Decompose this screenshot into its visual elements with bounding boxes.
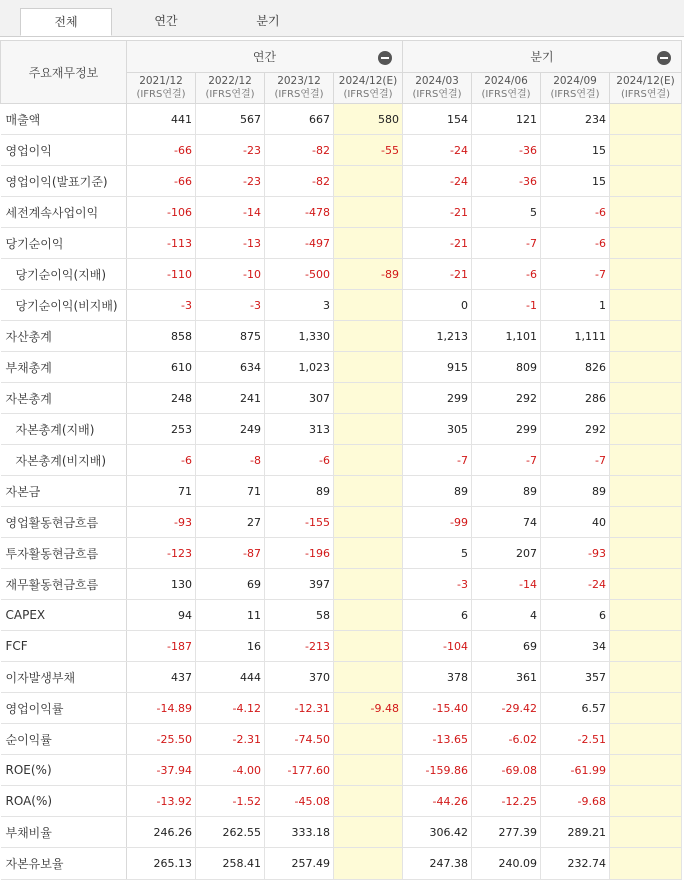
row-label: ROE(%) (1, 755, 127, 786)
table-row (1, 104, 682, 135)
table-cell: -13.92 (127, 786, 196, 817)
table-cell: 1,330 (265, 321, 334, 352)
table-cell: 0 (403, 290, 472, 321)
column-period: 2021/12 (139, 75, 183, 87)
table-cell: 306.42 (403, 817, 472, 848)
row-label: FCF (1, 631, 127, 662)
table-cell: 74 (472, 507, 541, 538)
table-cell: -6 (265, 445, 334, 476)
table-cell: 58 (265, 600, 334, 631)
table-row (1, 848, 682, 880)
column-basis: (IFRS연결) (343, 89, 393, 100)
table-cell: 915 (403, 352, 472, 383)
column-header (541, 73, 610, 104)
table-cell: 313 (265, 414, 334, 445)
table-cell: -12.31 (265, 693, 334, 724)
table-cell (334, 538, 403, 569)
table-cell (334, 290, 403, 321)
table-row (1, 786, 682, 817)
table-cell (610, 321, 682, 352)
row-label: 자본총계(비지배) (1, 445, 127, 476)
column-period: 2024/06 (484, 75, 528, 87)
table-cell: -7 (472, 445, 541, 476)
column-header (472, 73, 541, 104)
table-cell: 258.41 (196, 848, 265, 880)
table-cell: -24 (403, 135, 472, 166)
table-cell (334, 321, 403, 352)
column-basis: (IFRS연결) (481, 89, 531, 100)
table-cell: 667 (265, 104, 334, 135)
table-cell: -8 (196, 445, 265, 476)
table-cell (334, 414, 403, 445)
table-row (1, 569, 682, 600)
table-cell: 292 (472, 383, 541, 414)
table-row (1, 724, 682, 755)
table-cell: -66 (127, 166, 196, 197)
table-cell (610, 135, 682, 166)
table-cell: 299 (472, 414, 541, 445)
table-cell: -159.86 (403, 755, 472, 786)
column-basis: (IFRS연결) (205, 89, 255, 100)
table-cell: 34 (541, 631, 610, 662)
table-cell: 6.57 (541, 693, 610, 724)
table-cell (610, 538, 682, 569)
table-cell: -21 (403, 259, 472, 290)
row-label: 순이익률 (1, 724, 127, 755)
column-basis: (IFRS연결) (620, 89, 671, 100)
column-header (265, 73, 334, 104)
table-cell: -99 (403, 507, 472, 538)
collapse-quarter-icon[interactable] (657, 51, 671, 65)
column-header (196, 73, 265, 104)
table-cell (610, 848, 682, 880)
table-cell (334, 569, 403, 600)
table-cell: -12.25 (472, 786, 541, 817)
table-cell: 1,023 (265, 352, 334, 383)
column-period: 2024/12(E) (616, 75, 675, 87)
table-cell: 397 (265, 569, 334, 600)
table-row (1, 414, 682, 445)
table-row (1, 476, 682, 507)
table-cell: 1,111 (541, 321, 610, 352)
table-cell: -478 (265, 197, 334, 228)
annual-group-label: 연간 (252, 50, 277, 64)
tab-all[interactable]: 전체 (20, 8, 112, 36)
table-cell (610, 569, 682, 600)
table-cell: -14 (196, 197, 265, 228)
collapse-annual-icon[interactable] (378, 51, 392, 65)
table-cell: -13 (196, 228, 265, 259)
column-header (334, 73, 403, 104)
label-column-header: 주요재무정보 (1, 41, 127, 104)
table-cell: 121 (472, 104, 541, 135)
table-row (1, 507, 682, 538)
table-cell: -87 (196, 538, 265, 569)
table-cell: -93 (541, 538, 610, 569)
table-cell: -82 (265, 135, 334, 166)
table-cell: -23 (196, 166, 265, 197)
table-cell: -106 (127, 197, 196, 228)
table-cell: 89 (472, 476, 541, 507)
table-row (1, 135, 682, 166)
table-cell: -9.48 (334, 693, 403, 724)
table-cell: -13.65 (403, 724, 472, 755)
table-cell (610, 104, 682, 135)
table-cell: -6 (127, 445, 196, 476)
table-cell: -69.08 (472, 755, 541, 786)
table-cell: 89 (403, 476, 472, 507)
table-cell: 154 (403, 104, 472, 135)
table-cell: -177.60 (265, 755, 334, 786)
table-cell (334, 600, 403, 631)
table-cell: -23 (196, 135, 265, 166)
row-label: 영업활동현금흐름 (1, 507, 127, 538)
table-cell: 248 (127, 383, 196, 414)
table-cell (334, 507, 403, 538)
column-period: 2022/12 (208, 75, 252, 87)
row-label: CAPEX (1, 600, 127, 631)
table-cell (334, 476, 403, 507)
row-label: 재무활동현금흐름 (1, 569, 127, 600)
table-row (1, 538, 682, 569)
table-cell: -93 (127, 507, 196, 538)
table-cell: -497 (265, 228, 334, 259)
period-tab-bar (0, 0, 684, 37)
table-cell: -4.00 (196, 755, 265, 786)
column-period: 2024/09 (553, 75, 597, 87)
table-cell: 6 (403, 600, 472, 631)
table-cell: 858 (127, 321, 196, 352)
table-cell (610, 414, 682, 445)
table-cell: -213 (265, 631, 334, 662)
table-cell: 567 (196, 104, 265, 135)
table-cell: -196 (265, 538, 334, 569)
table-cell: 69 (196, 569, 265, 600)
table-row (1, 166, 682, 197)
table-cell (334, 724, 403, 755)
table-cell: -82 (265, 166, 334, 197)
row-label: 부채총계 (1, 352, 127, 383)
table-cell: -113 (127, 228, 196, 259)
table-cell: 441 (127, 104, 196, 135)
column-basis: (IFRS연결) (136, 89, 186, 100)
table-cell: -15.40 (403, 693, 472, 724)
row-label: 자본총계 (1, 383, 127, 414)
table-cell: 1,213 (403, 321, 472, 352)
column-period: 2024/12(E) (338, 75, 398, 87)
table-cell: -155 (265, 507, 334, 538)
table-cell: 437 (127, 662, 196, 693)
table-cell: -110 (127, 259, 196, 290)
table-cell: -74.50 (265, 724, 334, 755)
row-label: 자본총계(지배) (1, 414, 127, 445)
table-cell (610, 383, 682, 414)
table-cell: -7 (403, 445, 472, 476)
row-label: 영업이익(발표기준) (1, 166, 127, 197)
table-cell (610, 817, 682, 848)
table-cell (610, 724, 682, 755)
table-cell: 444 (196, 662, 265, 693)
financial-summary-table (0, 40, 682, 880)
table-cell: -36 (472, 166, 541, 197)
column-header (127, 73, 196, 104)
table-cell (610, 166, 682, 197)
table-cell: 130 (127, 569, 196, 600)
table-cell (610, 631, 682, 662)
table-cell: 370 (265, 662, 334, 693)
table-cell: -10 (196, 259, 265, 290)
table-cell: -2.31 (196, 724, 265, 755)
table-row (1, 197, 682, 228)
table-cell: -14 (472, 569, 541, 600)
table-cell: 361 (472, 662, 541, 693)
table-cell: 253 (127, 414, 196, 445)
table-cell (610, 259, 682, 290)
table-cell (334, 755, 403, 786)
table-cell: 15 (541, 166, 610, 197)
table-cell: 809 (472, 352, 541, 383)
column-header (610, 73, 682, 104)
table-cell: 246.26 (127, 817, 196, 848)
table-cell: 610 (127, 352, 196, 383)
table-cell (610, 352, 682, 383)
row-label: 이자발생부채 (1, 662, 127, 693)
table-cell: -7 (472, 228, 541, 259)
table-cell: 234 (541, 104, 610, 135)
column-basis: (IFRS연결) (550, 89, 600, 100)
table-row (1, 321, 682, 352)
table-cell: 299 (403, 383, 472, 414)
table-cell (610, 693, 682, 724)
table-cell: 249 (196, 414, 265, 445)
table-cell: -104 (403, 631, 472, 662)
table-cell: 69 (472, 631, 541, 662)
table-cell: 305 (403, 414, 472, 445)
table-cell: 15 (541, 135, 610, 166)
table-cell (610, 755, 682, 786)
table-cell: 40 (541, 507, 610, 538)
table-cell: 286 (541, 383, 610, 414)
table-cell: 875 (196, 321, 265, 352)
table-cell: 89 (265, 476, 334, 507)
table-row (1, 600, 682, 631)
table-cell (610, 290, 682, 321)
table-cell: 241 (196, 383, 265, 414)
table-row (1, 662, 682, 693)
table-cell: -3 (127, 290, 196, 321)
table-row (1, 817, 682, 848)
table-cell (610, 228, 682, 259)
table-row (1, 383, 682, 414)
tab-quarterly[interactable]: 분기 (256, 14, 280, 28)
table-cell (334, 848, 403, 880)
table-cell (610, 786, 682, 817)
table-cell: 826 (541, 352, 610, 383)
table-cell: -61.99 (541, 755, 610, 786)
row-label: 투자활동현금흐름 (1, 538, 127, 569)
table-cell: 289.21 (541, 817, 610, 848)
table-cell: -1 (472, 290, 541, 321)
table-cell: 27 (196, 507, 265, 538)
table-cell: 16 (196, 631, 265, 662)
table-cell: -187 (127, 631, 196, 662)
table-row (1, 259, 682, 290)
row-label: 자본유보율 (1, 848, 127, 880)
table-row (1, 445, 682, 476)
table-cell: -89 (334, 259, 403, 290)
row-label: 세전계속사업이익 (1, 197, 127, 228)
table-cell: 207 (472, 538, 541, 569)
table-cell: 257.49 (265, 848, 334, 880)
column-header (403, 73, 472, 104)
table-cell: -29.42 (472, 693, 541, 724)
row-label: ROA(%) (1, 786, 127, 817)
table-cell: 580 (334, 104, 403, 135)
table-cell: 634 (196, 352, 265, 383)
table-cell (334, 786, 403, 817)
table-cell: 262.55 (196, 817, 265, 848)
table-cell: -6 (541, 197, 610, 228)
table-cell (610, 507, 682, 538)
table-cell (334, 817, 403, 848)
table-cell: -24 (403, 166, 472, 197)
table-cell: 307 (265, 383, 334, 414)
table-cell: -6.02 (472, 724, 541, 755)
table-cell (610, 600, 682, 631)
row-label: 매출액 (1, 104, 127, 135)
row-label: 영업이익률 (1, 693, 127, 724)
table-cell (334, 352, 403, 383)
table-cell: -3 (196, 290, 265, 321)
table-cell: -123 (127, 538, 196, 569)
table-row (1, 228, 682, 259)
table-cell: 333.18 (265, 817, 334, 848)
column-period: 2023/12 (277, 75, 321, 87)
table-cell: 378 (403, 662, 472, 693)
table-cell: -55 (334, 135, 403, 166)
table-cell: 240.09 (472, 848, 541, 880)
table-cell: -44.26 (403, 786, 472, 817)
table-cell: 3 (265, 290, 334, 321)
table-row (1, 755, 682, 786)
row-label: 자산총계 (1, 321, 127, 352)
quarter-group-label: 분기 (530, 50, 554, 64)
table-cell: 94 (127, 600, 196, 631)
table-cell: 357 (541, 662, 610, 693)
row-label: 영업이익 (1, 135, 127, 166)
table-cell: -36 (472, 135, 541, 166)
table-cell (610, 662, 682, 693)
table-cell: 71 (127, 476, 196, 507)
table-row (1, 631, 682, 662)
table-cell: -24 (541, 569, 610, 600)
table-cell (334, 631, 403, 662)
table-cell: -37.94 (127, 755, 196, 786)
table-cell: 277.39 (472, 817, 541, 848)
table-cell: -7 (541, 445, 610, 476)
table-cell: -2.51 (541, 724, 610, 755)
table-cell (334, 662, 403, 693)
table-cell: -6 (541, 228, 610, 259)
table-cell: 5 (403, 538, 472, 569)
table-cell: 232.74 (541, 848, 610, 880)
table-cell: -1.52 (196, 786, 265, 817)
table-cell: 1,101 (472, 321, 541, 352)
column-basis: (IFRS연결) (412, 89, 462, 100)
table-cell: -21 (403, 228, 472, 259)
row-label: 자본금 (1, 476, 127, 507)
table-cell: 89 (541, 476, 610, 507)
table-cell: -66 (127, 135, 196, 166)
table-cell: -9.68 (541, 786, 610, 817)
table-cell: -4.12 (196, 693, 265, 724)
row-label: 당기순이익 (1, 228, 127, 259)
table-cell (334, 166, 403, 197)
row-label: 당기순이익(지배) (1, 259, 127, 290)
table-cell: -25.50 (127, 724, 196, 755)
table-cell: 5 (472, 197, 541, 228)
table-cell: -3 (403, 569, 472, 600)
table-row (1, 693, 682, 724)
table-cell: 71 (196, 476, 265, 507)
table-cell: -21 (403, 197, 472, 228)
table-cell: 292 (541, 414, 610, 445)
table-cell: 6 (541, 600, 610, 631)
table-cell: 1 (541, 290, 610, 321)
row-label: 당기순이익(비지배) (1, 290, 127, 321)
column-basis: (IFRS연결) (274, 89, 324, 100)
table-cell: 265.13 (127, 848, 196, 880)
table-cell: -6 (472, 259, 541, 290)
table-cell (610, 197, 682, 228)
table-cell: -45.08 (265, 786, 334, 817)
table-cell (334, 197, 403, 228)
table-cell (610, 445, 682, 476)
table-cell (334, 228, 403, 259)
table-cell: -14.89 (127, 693, 196, 724)
row-label: 부채비율 (1, 817, 127, 848)
table-cell: 247.38 (403, 848, 472, 880)
table-cell (334, 445, 403, 476)
table-cell: 11 (196, 600, 265, 631)
table-cell: 4 (472, 600, 541, 631)
table-cell (334, 383, 403, 414)
column-period: 2024/03 (415, 75, 459, 87)
table-cell: -500 (265, 259, 334, 290)
annual-group-header (127, 41, 403, 73)
table-cell: -7 (541, 259, 610, 290)
table-row (1, 352, 682, 383)
quarter-group-header (403, 41, 682, 73)
tab-annual[interactable]: 연간 (154, 14, 178, 28)
table-row (1, 290, 682, 321)
table-cell (610, 476, 682, 507)
